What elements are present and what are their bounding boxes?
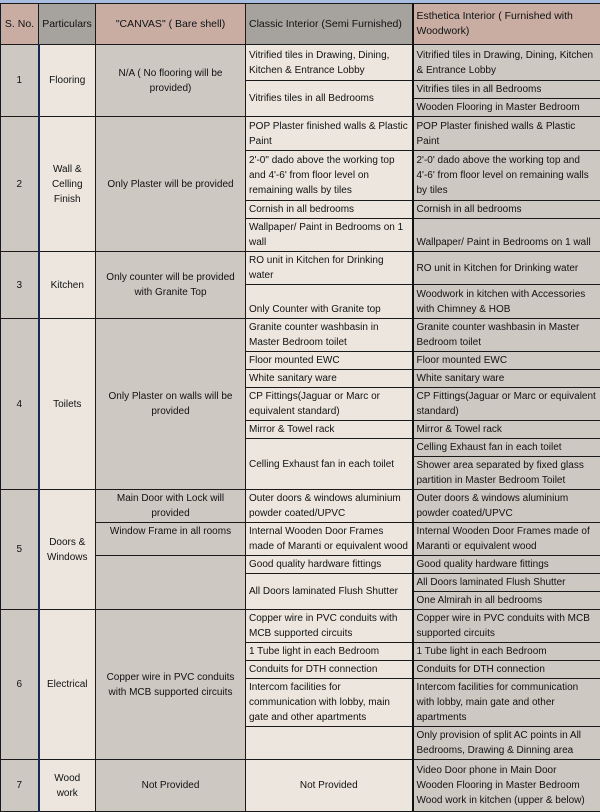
sno-cell: 3 bbox=[1, 252, 39, 319]
esthetica-cell: RO unit in Kitchen for Drinking water bbox=[413, 252, 600, 285]
canvas-cell: Window Frame in all rooms bbox=[96, 523, 246, 556]
esthetica-line: Wooden Flooring in Master Bedroom bbox=[417, 778, 598, 793]
particular-cell: Flooring bbox=[39, 45, 96, 117]
classic-cell: Cornish in all bedrooms bbox=[246, 201, 413, 219]
particular-cell: Kitchen bbox=[39, 252, 96, 319]
esthetica-cell: Cornish in all bedrooms bbox=[413, 201, 600, 219]
classic-cell: Vitrified tiles in Drawing, Dining, Kitchen & Entrance Lobby bbox=[246, 45, 413, 81]
esthetica-cell: 1 Tube light in each Bedroom bbox=[413, 643, 600, 661]
canvas-cell: Main Door with Lock will provided bbox=[96, 490, 246, 523]
particular-cell: Toilets bbox=[39, 319, 96, 490]
canvas-cell: Not Provided bbox=[96, 760, 246, 812]
canvas-cell: N/A ( No flooring will be provided) bbox=[96, 45, 246, 117]
classic-cell: Conduits for DTH connection bbox=[246, 661, 413, 679]
esthetica-cell: Intercom facilities for communication with lobby, main gate and other apartments bbox=[413, 679, 600, 727]
header-row bbox=[1, 4, 600, 45]
esthetica-cell: White sanitary ware bbox=[413, 370, 600, 388]
particular-cell: Electrical bbox=[39, 610, 96, 760]
canvas-cell: Only counter will be provided with Granite Top bbox=[96, 252, 246, 319]
esthetica-cell: Celling Exhaust fan in each toilet bbox=[413, 439, 600, 457]
esthetica-cell: One Almirah in all bedrooms bbox=[413, 592, 600, 610]
table-row bbox=[1, 45, 600, 81]
esthetica-cell: 2'-0' dado above the working top and 4'-6' from floor level on remaining walls by tiles bbox=[413, 151, 600, 201]
esthetica-cell: Internal Wooden Door Frames made of Maranti or equivalent wood bbox=[413, 523, 600, 556]
classic-cell bbox=[246, 727, 413, 760]
classic-cell: All Doors laminated Flush Shutter bbox=[246, 574, 413, 610]
header-classic: Classic Interior (Semi Furnished) bbox=[246, 4, 413, 45]
canvas-cell: Only Plaster on walls will be provided bbox=[96, 319, 246, 490]
classic-cell: Copper wire in PVC conduits with MCB supported circuits bbox=[246, 610, 413, 643]
esthetica-cell: Outer doors & windows aluminium powder coated/UPVC bbox=[413, 490, 600, 523]
classic-cell: Not Provided bbox=[246, 760, 413, 812]
esthetica-cell: Wallpaper/ Paint in Bedrooms on 1 wall bbox=[413, 219, 600, 252]
classic-cell: White sanitary ware bbox=[246, 370, 413, 388]
esthetica-cell: Vitrifies tiles in all Bedrooms bbox=[413, 81, 600, 99]
classic-cell: RO unit in Kitchen for Drinking water bbox=[246, 252, 413, 285]
header-particulars: Particulars bbox=[39, 4, 96, 45]
esthetica-cell bbox=[413, 760, 600, 812]
esthetica-cell: Floor mounted EWC bbox=[413, 352, 600, 370]
sno-cell: 5 bbox=[1, 490, 39, 610]
sno-cell: 4 bbox=[1, 319, 39, 490]
particular-cell: Wall & Celling Finish bbox=[39, 117, 96, 252]
classic-cell: Internal Wooden Door Frames made of Maranti or equivalent wood bbox=[246, 523, 413, 556]
esthetica-cell: Wooden Flooring in Master Bedroom bbox=[413, 99, 600, 117]
classic-cell: CP Fittings(Jaguar or Marc or equivalent standard) bbox=[246, 388, 413, 421]
classic-cell: Good quality hardware fittings bbox=[246, 556, 413, 574]
classic-cell: Vitrifies tiles in all Bedrooms bbox=[246, 81, 413, 117]
esthetica-cell: Copper wire in PVC conduits with MCB supported circuits bbox=[413, 610, 600, 643]
sno-cell: 7 bbox=[1, 760, 39, 812]
esthetica-cell: CP Fittings(Jaguar or Marc or equivalent standard) bbox=[413, 388, 600, 421]
classic-cell: Granite counter washbasin in Master Bedroom toilet bbox=[246, 319, 413, 352]
table-row bbox=[1, 490, 600, 523]
table-row bbox=[1, 760, 600, 812]
sno-cell: 1 bbox=[1, 45, 39, 117]
esthetica-cell: Woodwork in kitchen with Accessories with Chimney & HOB bbox=[413, 285, 600, 319]
table-row bbox=[1, 117, 600, 151]
header-canvas: "CANVAS" ( Bare shell) bbox=[96, 4, 246, 45]
specification-table bbox=[0, 3, 600, 812]
classic-cell: Intercom facilities for communication with lobby, main gate and other apartments bbox=[246, 679, 413, 727]
classic-cell: Wallpaper/ Paint in Bedrooms on 1 wall bbox=[246, 219, 413, 252]
esthetica-cell: Only provision of split AC points in All Bedrooms, Drawing & Dinning area bbox=[413, 727, 600, 760]
classic-cell: POP Plaster finished walls & Plastic Paint bbox=[246, 117, 413, 151]
esthetica-cell: All Doors laminated Flush Shutter bbox=[413, 574, 600, 592]
sno-cell: 2 bbox=[1, 117, 39, 252]
canvas-cell: Only Plaster will be provided bbox=[96, 117, 246, 252]
esthetica-cell: Mirror & Towel rack bbox=[413, 421, 600, 439]
classic-cell: 2'-0" dado above the working top and 4'-6' from floor level on remaining walls by tiles bbox=[246, 151, 413, 201]
esthetica-line: Video Door phone in Main Door bbox=[417, 763, 598, 778]
esthetica-cell: POP Plaster finished walls & Plastic Paint bbox=[413, 117, 600, 151]
esthetica-line: Wood work in kitchen (upper & below) bbox=[417, 793, 598, 808]
esthetica-cell: Granite counter washbasin in Master Bedroom toilet bbox=[413, 319, 600, 352]
esthetica-cell: Conduits for DTH connection bbox=[413, 661, 600, 679]
canvas-cell bbox=[96, 556, 246, 610]
classic-cell: Only Counter with Granite top bbox=[246, 285, 413, 319]
table-row bbox=[1, 252, 600, 285]
classic-cell: Celling Exhaust fan in each toilet bbox=[246, 439, 413, 490]
sno-cell: 6 bbox=[1, 610, 39, 760]
header-esthetica: Esthetica Interior ( Furnished with Woodwork) bbox=[413, 4, 600, 45]
esthetica-cell: Good quality hardware fittings bbox=[413, 556, 600, 574]
esthetica-cell: Vitrified tiles in Drawing, Dining, Kitchen & Entrance Lobby bbox=[413, 45, 600, 81]
table-row bbox=[1, 610, 600, 643]
header-sno: S. No. bbox=[1, 4, 39, 45]
classic-cell: Mirror & Towel rack bbox=[246, 421, 413, 439]
canvas-cell: Copper wire in PVC conduits with MCB supported circuits bbox=[96, 610, 246, 760]
classic-cell: Outer doors & windows aluminium powder coated/UPVC bbox=[246, 490, 413, 523]
particular-cell: Wood work bbox=[39, 760, 96, 812]
esthetica-cell: Shower area separated by fixed glass partition in Master Bedroom Toilet bbox=[413, 457, 600, 490]
classic-cell: 1 Tube light in each Bedroom bbox=[246, 643, 413, 661]
particular-cell: Doors & Windows bbox=[39, 490, 96, 610]
table-row bbox=[1, 319, 600, 352]
classic-cell: Floor mounted EWC bbox=[246, 352, 413, 370]
